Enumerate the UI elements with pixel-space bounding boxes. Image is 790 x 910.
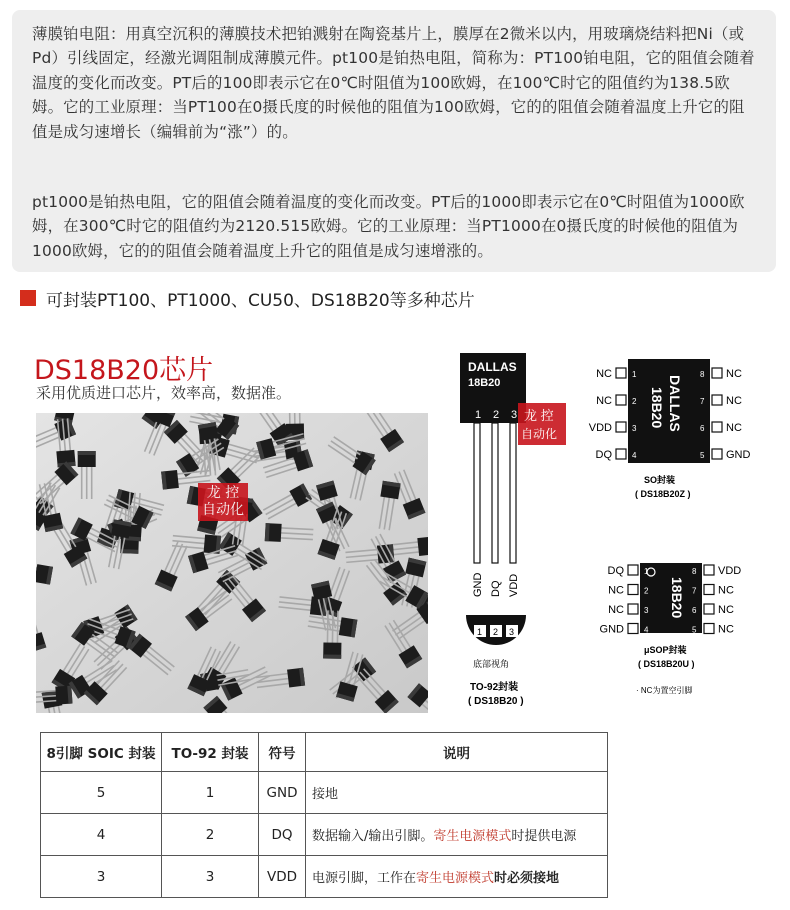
usop-left-pin-number: 2 <box>644 586 649 596</box>
so-right-pin <box>712 449 722 459</box>
so-right-pin <box>712 422 722 432</box>
header-description: 说明 <box>306 733 608 772</box>
sensor-lead <box>91 465 93 499</box>
chip-title: DS18B20芯片 <box>34 355 214 386</box>
usop-right-pin-name: NC <box>718 623 734 636</box>
to92-package-caption: TO-92封装 <box>470 682 519 693</box>
so-right-pin-name: NC <box>726 368 742 380</box>
so-left-pin-name: NC <box>596 368 612 380</box>
so-left-pin-name: DQ <box>595 449 612 461</box>
cell-description <box>306 814 608 856</box>
usop-left-pin <box>628 604 638 614</box>
so-left-pin-number: 3 <box>632 424 637 433</box>
usop-left-pin-number: 1 <box>644 567 649 576</box>
usop-left-pin-name: NC <box>608 604 624 616</box>
watermark-line2: 自动化 <box>202 502 244 518</box>
so-right-pin <box>712 368 722 378</box>
usop-right-pin <box>704 604 714 614</box>
cell-to92: 2 <box>162 814 259 856</box>
header-to92: TO-92 封装 <box>162 733 259 772</box>
pinout-diagrams <box>440 345 780 715</box>
so-brand: DALLAS <box>667 375 683 432</box>
to92-brand: DALLAS <box>468 360 517 374</box>
usop-left-pin-name: GND <box>599 623 624 636</box>
to92-pin-number-2: 2 <box>493 409 500 421</box>
usop-left-pin <box>628 565 638 575</box>
usop-left-pin-name: NC <box>608 584 624 597</box>
usop-right-pin-number: 6 <box>692 606 697 615</box>
sensor-lead <box>81 465 83 499</box>
usop-right-pin <box>704 565 714 575</box>
desc-text-tail: 时提供电源 <box>511 829 577 844</box>
to92-lead-3 <box>510 423 516 563</box>
so-right-pin <box>712 395 722 405</box>
to92-bottom-num-3: 3 <box>509 627 515 637</box>
usop-right-pin-number: 8 <box>692 567 697 576</box>
to92-lead-1 <box>474 423 480 563</box>
usop-left-pin <box>628 624 638 634</box>
intro-box <box>12 10 776 272</box>
so-model: 18B20 <box>649 387 665 429</box>
so-right-pin-name: NC <box>726 395 742 407</box>
table-row <box>41 814 608 856</box>
product-photo <box>36 413 428 713</box>
sensor-highlight <box>78 451 96 455</box>
so-left-pin <box>616 368 626 378</box>
usop-left-pin-name: DQ <box>607 565 624 577</box>
so-right-pin-number: 7 <box>700 397 705 406</box>
to92-lead-2 <box>492 423 498 563</box>
usop-right-pin-number: 7 <box>692 586 697 596</box>
to92-bottom-num-1: 1 <box>477 627 483 637</box>
to92-bottom-caption: 底部视角 <box>473 659 510 669</box>
desc-text: 电源引脚，工作在 <box>312 871 417 886</box>
usop-note: · NC为置空引脚 <box>636 686 693 695</box>
so-left-pin <box>616 422 626 432</box>
red-square-icon <box>20 290 36 306</box>
so-right-pin-name: GND <box>726 449 751 461</box>
cell-symbol: DQ <box>259 814 306 856</box>
so-left-pin <box>616 395 626 405</box>
usop-right-pin-name: NC <box>718 604 734 616</box>
so-caption: SO封装 <box>644 475 676 485</box>
usop-left-pin <box>628 585 638 595</box>
to92-model: 18B20 <box>468 377 501 389</box>
usop-left-pin-number: 4 <box>644 625 649 635</box>
so-right-pin-number: 6 <box>700 424 705 433</box>
so-left-pin-name: NC <box>596 395 612 407</box>
to92-package <box>460 353 526 707</box>
to92-pin-name-vdd: VDD <box>508 573 520 597</box>
so-package <box>589 359 751 499</box>
table-row <box>41 856 608 898</box>
sensor-photo-illustration <box>36 413 428 713</box>
to92-pin-name-dq: DQ <box>490 580 502 597</box>
usop-right-pin <box>704 585 714 595</box>
usop-caption: μSOP封装 <box>644 645 687 655</box>
so-right-pin-number: 8 <box>700 370 705 379</box>
watermark-logo <box>198 483 248 521</box>
usop-part: ( DS18B20U ) <box>638 659 695 669</box>
header-soic: 8引脚 SOIC 封装 <box>41 733 162 772</box>
sensor-lead <box>86 465 88 499</box>
so-part: ( DS18B20Z ) <box>635 489 691 499</box>
sensor-highlight <box>323 654 341 658</box>
pin-table <box>40 732 608 898</box>
desc-text: 接地 <box>312 787 339 802</box>
usop-right-pin-name: VDD <box>718 565 742 577</box>
diagram-watermark-line2: 自动化 <box>521 427 558 441</box>
so-right-pin-number: 5 <box>700 451 705 460</box>
so-left-pin <box>616 449 626 459</box>
cell-description <box>306 772 608 814</box>
cell-description <box>306 856 608 898</box>
cell-to92: 1 <box>162 772 259 814</box>
cell-symbol: GND <box>259 772 306 814</box>
section-heading <box>20 287 475 309</box>
sensor-body <box>417 536 428 556</box>
cell-soic: 4 <box>41 814 162 856</box>
to92-pin-name-gnd: GND <box>472 572 484 597</box>
intro-paragraph-pt100: 薄膜铂电阻：用真空沉积的薄膜技术把铂溅射在陶瓷基片上，膜厚在2微米以内，用玻璃烧结料把Ni（或Pd）引线固定，经激光调阻制成薄膜元件。pt100是铂热电阻，简称为：PT100铂电阻，它的阻值会随着温度的变化而改变。PT后的100即表示它在0℃时阻值为100欧姆，在100℃时它的阻值约为138.5欧姆。它的工业原理：当PT100在0摄氏度的时候他的阻值为100欧姆，它的的阻值会随着温度上升它的阻值是成匀速增长（编辑前为“涨”）的。 <box>32 25 755 141</box>
cell-soic: 5 <box>41 772 162 814</box>
watermark-line1: 龙 控 <box>206 485 240 501</box>
chip-subtitle: 采用优质进口芯片，效率高，数据准。 <box>36 384 292 402</box>
cell-soic: 3 <box>41 856 162 898</box>
so-left-pin-name: VDD <box>588 422 612 434</box>
desc-highlight: 寄生电源模式 <box>416 871 495 886</box>
cell-to92: 3 <box>162 856 259 898</box>
so-left-pin-number: 4 <box>632 451 637 460</box>
desc-text-tail: 时必须接地 <box>494 871 560 886</box>
to92-package-part: ( DS18B20 ) <box>468 696 524 707</box>
to92-bottom-num-2: 2 <box>493 627 499 637</box>
so-right-pin-name: NC <box>726 422 742 434</box>
desc-text: 数据输入/输出引脚。 <box>312 829 434 844</box>
table-row <box>41 772 608 814</box>
usop-package <box>600 563 742 695</box>
usop-right-pin <box>704 624 714 634</box>
to92-pin-number-1: 1 <box>475 409 482 421</box>
usop-model: 18B20 <box>669 577 685 619</box>
cell-symbol: VDD <box>259 856 306 898</box>
so-left-pin-number: 2 <box>632 397 637 406</box>
usop-left-pin-number: 3 <box>644 606 649 615</box>
usop-right-pin-name: NC <box>718 584 734 597</box>
section-heading-text: 可封装PT100、PT1000、CU50、DS18B20等多种芯片 <box>46 290 475 311</box>
so-left-pin-number: 1 <box>632 370 637 379</box>
diagram-watermark-line1: 龙 控 <box>524 408 554 423</box>
pinout-svg <box>440 345 780 715</box>
desc-highlight: 寄生电源模式 <box>433 829 512 844</box>
intro-paragraph-pt1000: pt1000是铂热电阻，它的阻值会随着温度的变化而改变。PT后的1000即表示它在0℃时阻值为1000欧姆，在300℃时它的阻值约为2120.515欧姆。它的工业原理：当PT1000在0摄氏度的时候他的阻值为1000欧姆，它的的阻值会随着温度上升它的阻值是成匀速增涨的。 <box>32 193 745 260</box>
header-symbol: 符号 <box>259 733 306 772</box>
pin-table-header-row <box>41 733 608 772</box>
to92-pin-number-3: 3 <box>511 409 518 421</box>
usop-right-pin-number: 5 <box>692 625 697 635</box>
